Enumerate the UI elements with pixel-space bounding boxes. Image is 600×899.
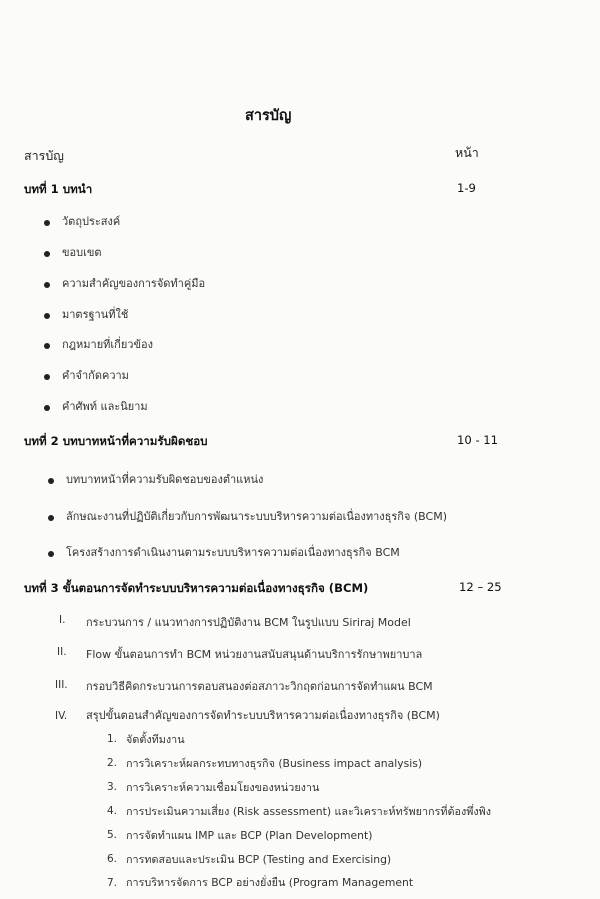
step-number: 3.	[107, 781, 118, 793]
list-item: คำศัพท์ และนิยาม	[62, 400, 148, 413]
step-number: 5.	[107, 829, 118, 841]
step-number: 4.	[107, 805, 118, 817]
chapter-1-title: บทที่ 1 บทนำ	[24, 182, 93, 196]
list-item: โครงสร้างการดำเนินงานตามระบบบริหารความต่อเนื่องทางธุรกิจ BCM	[66, 546, 400, 559]
list-item: บทบาทหน้าที่ความรับผิดชอบของตำแหน่ง	[66, 473, 264, 486]
list-item: มาตรฐานที่ใช้	[62, 308, 129, 321]
step-number: 6.	[107, 853, 118, 865]
step-item: การจัดทำแผน IMP และ BCP (Plan Development)	[126, 829, 373, 842]
list-item: ความสำคัญของการจัดทำคู่มือ	[62, 277, 206, 290]
section-number: III.	[55, 679, 68, 691]
section-number: II.	[57, 646, 67, 658]
bullet-icon	[48, 515, 54, 521]
chapter-3-title: บทที่ 3 ขั้นตอนการจัดทำระบบบริหารความต่อเนื่องทางธุรกิจ (BCM)	[24, 581, 369, 595]
bullet-icon	[44, 313, 50, 319]
page-title: สารบัญ	[245, 108, 292, 124]
chapter-2-title: บทที่ 2 บทบาทหน้าที่ความรับผิดชอบ	[24, 434, 208, 448]
step-item: การวิเคราะห์ผลกระทบทางธุรกิจ (Business impact analysis)	[126, 757, 423, 770]
section-number: IV.	[55, 710, 68, 722]
step-number: 2.	[107, 757, 118, 769]
bullet-icon	[44, 251, 50, 257]
section-item: กระบวนการ / แนวทางการปฏิบัติงาน BCM ในรูปแบบ Siriraj Model	[86, 616, 411, 629]
step-item: การประเมินความเสี่ยง (Risk assessment) และวิเคราะห์ทรัพยากรที่ต้องพึ่งพิง	[126, 805, 492, 818]
toc-label: สารบัญ	[24, 148, 64, 163]
step-item: การบริหารจัดการ BCP อย่างยั่งยืน (Program Management	[126, 876, 414, 889]
step-number: 1.	[107, 733, 118, 745]
step-item: การทดสอบและประเมิน BCP (Testing and Exercising)	[126, 853, 392, 866]
bullet-icon	[44, 220, 50, 226]
step-item: การวิเคราะห์ความเชื่อมโยงของหน่วยงาน	[126, 781, 320, 794]
chapter-2-pages: 10 - 11	[457, 433, 499, 447]
chapter-1-pages: 1-9	[457, 181, 476, 195]
section-number: I.	[59, 614, 66, 626]
section-item: สรุปขั้นตอนสำคัญของการจัดทำระบบบริหารความต่อเนื่องทางธุรกิจ (BCM)	[86, 709, 440, 722]
list-item: วัตถุประสงค์	[62, 215, 121, 228]
bullet-icon	[44, 374, 50, 380]
step-item: จัดตั้งทีมงาน	[126, 733, 185, 746]
list-item: คำจำกัดความ	[62, 369, 129, 382]
page-column-header: หน้า	[455, 145, 479, 160]
chapter-3-pages: 12 – 25	[459, 580, 502, 594]
bullet-icon	[48, 478, 54, 484]
bullet-icon	[44, 405, 50, 411]
list-item: กฎหมายที่เกี่ยวข้อง	[62, 338, 153, 351]
bullet-icon	[48, 551, 54, 557]
bullet-icon	[44, 343, 50, 349]
step-number: 7.	[107, 877, 118, 889]
bullet-icon	[44, 282, 50, 288]
section-item: กรอบวิธีคิดกระบวนการตอบสนองต่อสภาวะวิกฤตก่อนการจัดทำแผน BCM	[86, 680, 433, 693]
list-item: ขอบเขต	[62, 246, 102, 259]
list-item: ลักษณะงานที่ปฏิบัติเกี่ยวกับการพัฒนาระบบบริหารความต่อเนื่องทางธุรกิจ (BCM)	[66, 510, 447, 523]
section-item: Flow ขั้นตอนการทำ BCM หน่วยงานสนับสนุนด้านบริการรักษาพยาบาล	[86, 648, 423, 661]
